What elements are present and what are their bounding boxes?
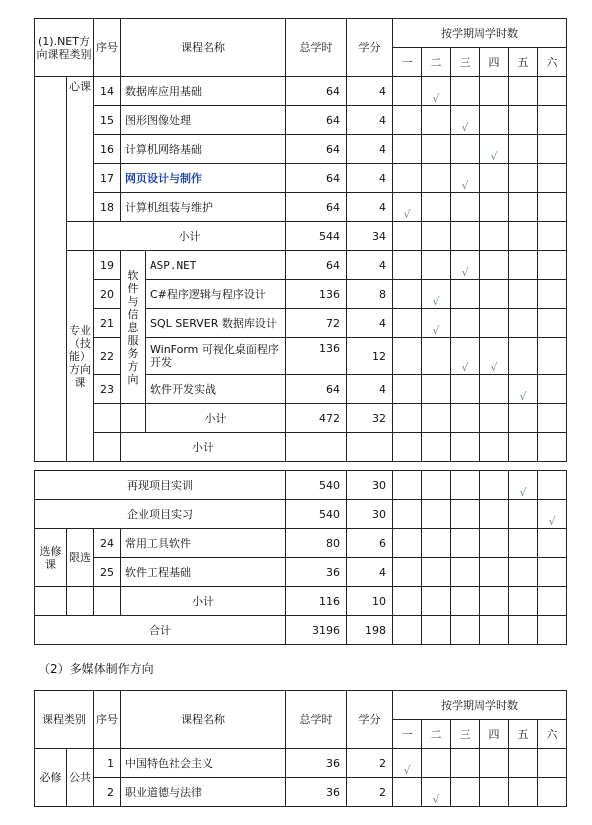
- sem-cell: [480, 529, 509, 558]
- total-hours: 136: [286, 280, 347, 309]
- header-semester-2: 二: [422, 48, 451, 77]
- header-seq: 序号: [94, 691, 121, 749]
- sem-cell: [451, 77, 480, 106]
- header-semester-1: 一: [393, 720, 422, 749]
- sem-cell: [393, 404, 422, 433]
- sem-cell: [509, 280, 538, 309]
- sem-cell: [480, 77, 509, 106]
- sem-cell: [393, 164, 422, 193]
- sem-cell: [509, 404, 538, 433]
- course-name: 职业道德与法律: [121, 778, 286, 807]
- sem-cell: [451, 433, 480, 462]
- check-mark: √: [451, 251, 480, 280]
- sem-cell: [538, 375, 567, 404]
- check-mark: √: [393, 193, 422, 222]
- sem-cell: [393, 280, 422, 309]
- sem-cell: [422, 587, 451, 616]
- sem-cell: [538, 222, 567, 251]
- blank-cell: [94, 587, 121, 616]
- row-seq: 18: [94, 193, 121, 222]
- sem-cell: [480, 778, 509, 807]
- total-hours: 136: [286, 338, 347, 375]
- subtotal-credits: 32: [347, 404, 393, 433]
- sem-cell: [480, 587, 509, 616]
- sem-cell: [422, 616, 451, 645]
- row-seq: 20: [94, 280, 121, 309]
- header-semester-5: 五: [509, 48, 538, 77]
- sem-cell: [480, 404, 509, 433]
- course-name: SQL SERVER 数据库设计: [146, 309, 286, 338]
- sem-cell: [451, 135, 480, 164]
- sem-cell: [393, 433, 422, 462]
- course-name-highlighted: 网页设计与制作: [121, 164, 286, 193]
- row-seq: 17: [94, 164, 121, 193]
- sem-cell: [480, 471, 509, 500]
- header-seq: 序号: [94, 19, 121, 77]
- curriculum-table-net-lower: [34, 470, 567, 645]
- sem-cell: [451, 193, 480, 222]
- row-seq: 14: [94, 77, 121, 106]
- grand-total-credits: 198: [347, 616, 393, 645]
- course-name: 软件工程基础: [121, 558, 286, 587]
- sem-cell: [422, 135, 451, 164]
- subtotal-label: 小计: [146, 404, 286, 433]
- header-category: (1).NET方向课程类别: [35, 19, 94, 77]
- sem-cell: [393, 500, 422, 529]
- category-outer-cell: [35, 77, 67, 462]
- sem-cell: [451, 404, 480, 433]
- sem-cell: [451, 558, 480, 587]
- sem-cell: [393, 222, 422, 251]
- subtotal-hours: 116: [286, 587, 347, 616]
- credits: 4: [347, 164, 393, 193]
- header-course: 课程名称: [121, 19, 286, 77]
- sem-cell: [538, 404, 567, 433]
- check-mark: √: [538, 500, 567, 529]
- course-name: 数据库应用基础: [121, 77, 286, 106]
- header-semester-group: 按学期周学时数: [393, 691, 567, 720]
- sem-cell: [509, 558, 538, 587]
- row-seq: 19: [94, 251, 121, 280]
- sem-cell: [422, 222, 451, 251]
- sem-cell: [393, 778, 422, 807]
- sem-cell: [538, 558, 567, 587]
- header-semester-group: 按学期周学时数: [393, 19, 567, 48]
- row-seq: 24: [94, 529, 121, 558]
- course-name: 图形图像处理: [121, 106, 286, 135]
- sem-cell: [509, 338, 538, 375]
- row-seq: 22: [94, 338, 121, 375]
- project-training-label: 再现项目实训: [35, 471, 286, 500]
- subtotal-label: 小计: [121, 587, 286, 616]
- sem-cell: [480, 280, 509, 309]
- course-name: 常用工具软件: [121, 529, 286, 558]
- sem-cell: [480, 433, 509, 462]
- sem-cell: [509, 251, 538, 280]
- sem-cell: [393, 135, 422, 164]
- sem-cell: [509, 309, 538, 338]
- header-semester-5: 五: [509, 720, 538, 749]
- sem-cell: [538, 309, 567, 338]
- check-mark: √: [509, 375, 538, 404]
- sem-cell: [422, 375, 451, 404]
- sem-cell: [422, 500, 451, 529]
- row-seq: 23: [94, 375, 121, 404]
- course-name: 计算机网络基础: [121, 135, 286, 164]
- header-semester-1: 一: [393, 48, 422, 77]
- blank-cell: [35, 587, 67, 616]
- sem-cell: [509, 77, 538, 106]
- check-mark: √: [451, 164, 480, 193]
- sem-cell: [480, 749, 509, 778]
- total-hours: 64: [286, 135, 347, 164]
- sem-cell: [451, 500, 480, 529]
- sem-cell: [451, 749, 480, 778]
- sem-cell: [480, 222, 509, 251]
- section-heading-multimedia: （2）多媒体制作方向: [38, 662, 154, 676]
- check-mark: √: [509, 471, 538, 500]
- sem-cell: [422, 749, 451, 778]
- sem-cell: [451, 587, 480, 616]
- limited-elective-label: 限选: [67, 529, 94, 587]
- course-name: 计算机组装与维护: [121, 193, 286, 222]
- sem-cell: [393, 338, 422, 375]
- sem-cell: [393, 106, 422, 135]
- sem-cell: [509, 778, 538, 807]
- total-hours: 64: [286, 164, 347, 193]
- sem-cell: [538, 778, 567, 807]
- credits: 4: [347, 77, 393, 106]
- sem-cell: [393, 587, 422, 616]
- header-hours: 总学时: [286, 691, 347, 749]
- total-hours: 64: [286, 375, 347, 404]
- grand-total-label: 合计: [35, 616, 286, 645]
- subtotal-hours: 472: [286, 404, 347, 433]
- sem-cell: [451, 375, 480, 404]
- sem-cell: [538, 251, 567, 280]
- sem-cell: [538, 433, 567, 462]
- sem-cell: [393, 558, 422, 587]
- sem-cell: [451, 778, 480, 807]
- sem-cell: [538, 338, 567, 375]
- sem-cell: [393, 375, 422, 404]
- row-seq: 1: [94, 749, 121, 778]
- blank-cell: [286, 433, 347, 462]
- sem-cell: [538, 280, 567, 309]
- row-seq: 16: [94, 135, 121, 164]
- blank-cell: [347, 433, 393, 462]
- course-name: 中国特色社会主义: [121, 749, 286, 778]
- row-seq: 25: [94, 558, 121, 587]
- credits: 30: [347, 500, 393, 529]
- sem-cell: [480, 558, 509, 587]
- header-credits: 学分: [347, 691, 393, 749]
- sem-cell: [538, 529, 567, 558]
- course-name: 软件开发实战: [146, 375, 286, 404]
- subtotal-label: 小计: [94, 222, 286, 251]
- check-mark: √: [451, 338, 480, 375]
- credits: 2: [347, 778, 393, 807]
- header-semester-6: 六: [538, 720, 567, 749]
- row-seq: 2: [94, 778, 121, 807]
- header-credits: 学分: [347, 19, 393, 77]
- total-hours: 36: [286, 778, 347, 807]
- sem-cell: [480, 106, 509, 135]
- credits: 4: [347, 135, 393, 164]
- course-name: ASP.NET: [146, 251, 286, 280]
- blank-cell: [94, 404, 121, 433]
- sem-cell: [480, 164, 509, 193]
- sem-cell: [509, 587, 538, 616]
- sem-cell: [538, 106, 567, 135]
- check-mark: √: [480, 338, 509, 375]
- sem-cell: [509, 106, 538, 135]
- sem-cell: [422, 529, 451, 558]
- sem-cell: [480, 193, 509, 222]
- course-name: WinForm 可视化桌面程序开发: [146, 338, 286, 375]
- elective-label: 选修课: [35, 529, 67, 587]
- sem-cell: [509, 222, 538, 251]
- credits: 4: [347, 375, 393, 404]
- category-public: 公共: [67, 749, 94, 807]
- sem-cell: [393, 616, 422, 645]
- sem-cell: [509, 193, 538, 222]
- sem-cell: [451, 471, 480, 500]
- sem-cell: [480, 251, 509, 280]
- sem-cell: [538, 616, 567, 645]
- credits: 4: [347, 106, 393, 135]
- sem-cell: [422, 433, 451, 462]
- credits: 30: [347, 471, 393, 500]
- sem-cell: [422, 558, 451, 587]
- grand-total-hours: 3196: [286, 616, 347, 645]
- header-semester-3: 三: [451, 48, 480, 77]
- sem-cell: [480, 500, 509, 529]
- sem-cell: [393, 309, 422, 338]
- sem-cell: [480, 309, 509, 338]
- professional-course-label: 专业（技能）方向课: [67, 251, 94, 462]
- header-hours: 总学时: [286, 19, 347, 77]
- sem-cell: [509, 433, 538, 462]
- total-hours: 72: [286, 309, 347, 338]
- subtotal-hours: 544: [286, 222, 347, 251]
- sem-cell: [393, 77, 422, 106]
- sem-cell: [538, 135, 567, 164]
- total-hours: 64: [286, 193, 347, 222]
- sem-cell: [509, 749, 538, 778]
- check-mark: √: [422, 778, 451, 807]
- credits: 12: [347, 338, 393, 375]
- sem-cell: [480, 375, 509, 404]
- sem-cell: [509, 500, 538, 529]
- sem-cell: [422, 164, 451, 193]
- check-mark: √: [451, 106, 480, 135]
- sem-cell: [451, 309, 480, 338]
- credits: 4: [347, 193, 393, 222]
- blank-cell: [67, 222, 94, 251]
- core-course-label: 心课: [67, 77, 94, 222]
- sem-cell: [422, 338, 451, 375]
- sem-cell: [393, 471, 422, 500]
- check-mark: √: [393, 749, 422, 778]
- credits: 4: [347, 558, 393, 587]
- blank-cell: [67, 587, 94, 616]
- check-mark: √: [422, 77, 451, 106]
- subtotal-label: 小计: [121, 433, 286, 462]
- category-required: 必修: [35, 749, 67, 807]
- sem-cell: [451, 529, 480, 558]
- total-hours: 36: [286, 749, 347, 778]
- sem-cell: [451, 222, 480, 251]
- row-seq: 15: [94, 106, 121, 135]
- course-name: C#程序逻辑与程序设计: [146, 280, 286, 309]
- blank-cell: [94, 433, 121, 462]
- sem-cell: [538, 164, 567, 193]
- sem-cell: [422, 106, 451, 135]
- header-semester-3: 三: [451, 720, 480, 749]
- sem-cell: [509, 164, 538, 193]
- blank-cell: [121, 404, 146, 433]
- sem-cell: [509, 616, 538, 645]
- sem-cell: [451, 616, 480, 645]
- total-hours: 540: [286, 471, 347, 500]
- sem-cell: [509, 135, 538, 164]
- credits: 2: [347, 749, 393, 778]
- total-hours: 64: [286, 77, 347, 106]
- total-hours: 64: [286, 106, 347, 135]
- sem-cell: [538, 193, 567, 222]
- header-course: 课程名称: [121, 691, 286, 749]
- sem-cell: [538, 587, 567, 616]
- sem-cell: [480, 616, 509, 645]
- curriculum-table-multimedia: [34, 690, 567, 807]
- header-semester-4: 四: [480, 48, 509, 77]
- subtotal-credits: 10: [347, 587, 393, 616]
- credits: 4: [347, 251, 393, 280]
- header-semester-4: 四: [480, 720, 509, 749]
- enterprise-internship-label: 企业项目实习: [35, 500, 286, 529]
- header-semester-2: 二: [422, 720, 451, 749]
- sem-cell: [451, 280, 480, 309]
- credits: 4: [347, 309, 393, 338]
- sem-cell: [422, 471, 451, 500]
- sem-cell: [538, 471, 567, 500]
- sem-cell: [422, 193, 451, 222]
- sem-cell: [422, 251, 451, 280]
- total-hours: 540: [286, 500, 347, 529]
- direction-label: 软件与信息服务方向: [121, 251, 146, 404]
- sem-cell: [509, 529, 538, 558]
- sem-cell: [422, 404, 451, 433]
- subtotal-credits: 34: [347, 222, 393, 251]
- header-semester-6: 六: [538, 48, 567, 77]
- total-hours: 80: [286, 529, 347, 558]
- sem-cell: [393, 251, 422, 280]
- check-mark: √: [480, 135, 509, 164]
- sem-cell: [538, 77, 567, 106]
- check-mark: √: [422, 280, 451, 309]
- total-hours: 36: [286, 558, 347, 587]
- curriculum-table-net: [34, 18, 567, 462]
- credits: 8: [347, 280, 393, 309]
- check-mark: √: [422, 309, 451, 338]
- credits: 6: [347, 529, 393, 558]
- total-hours: 64: [286, 251, 347, 280]
- header-category: 课程类别: [35, 691, 94, 749]
- sem-cell: [393, 529, 422, 558]
- row-seq: 21: [94, 309, 121, 338]
- sem-cell: [538, 749, 567, 778]
